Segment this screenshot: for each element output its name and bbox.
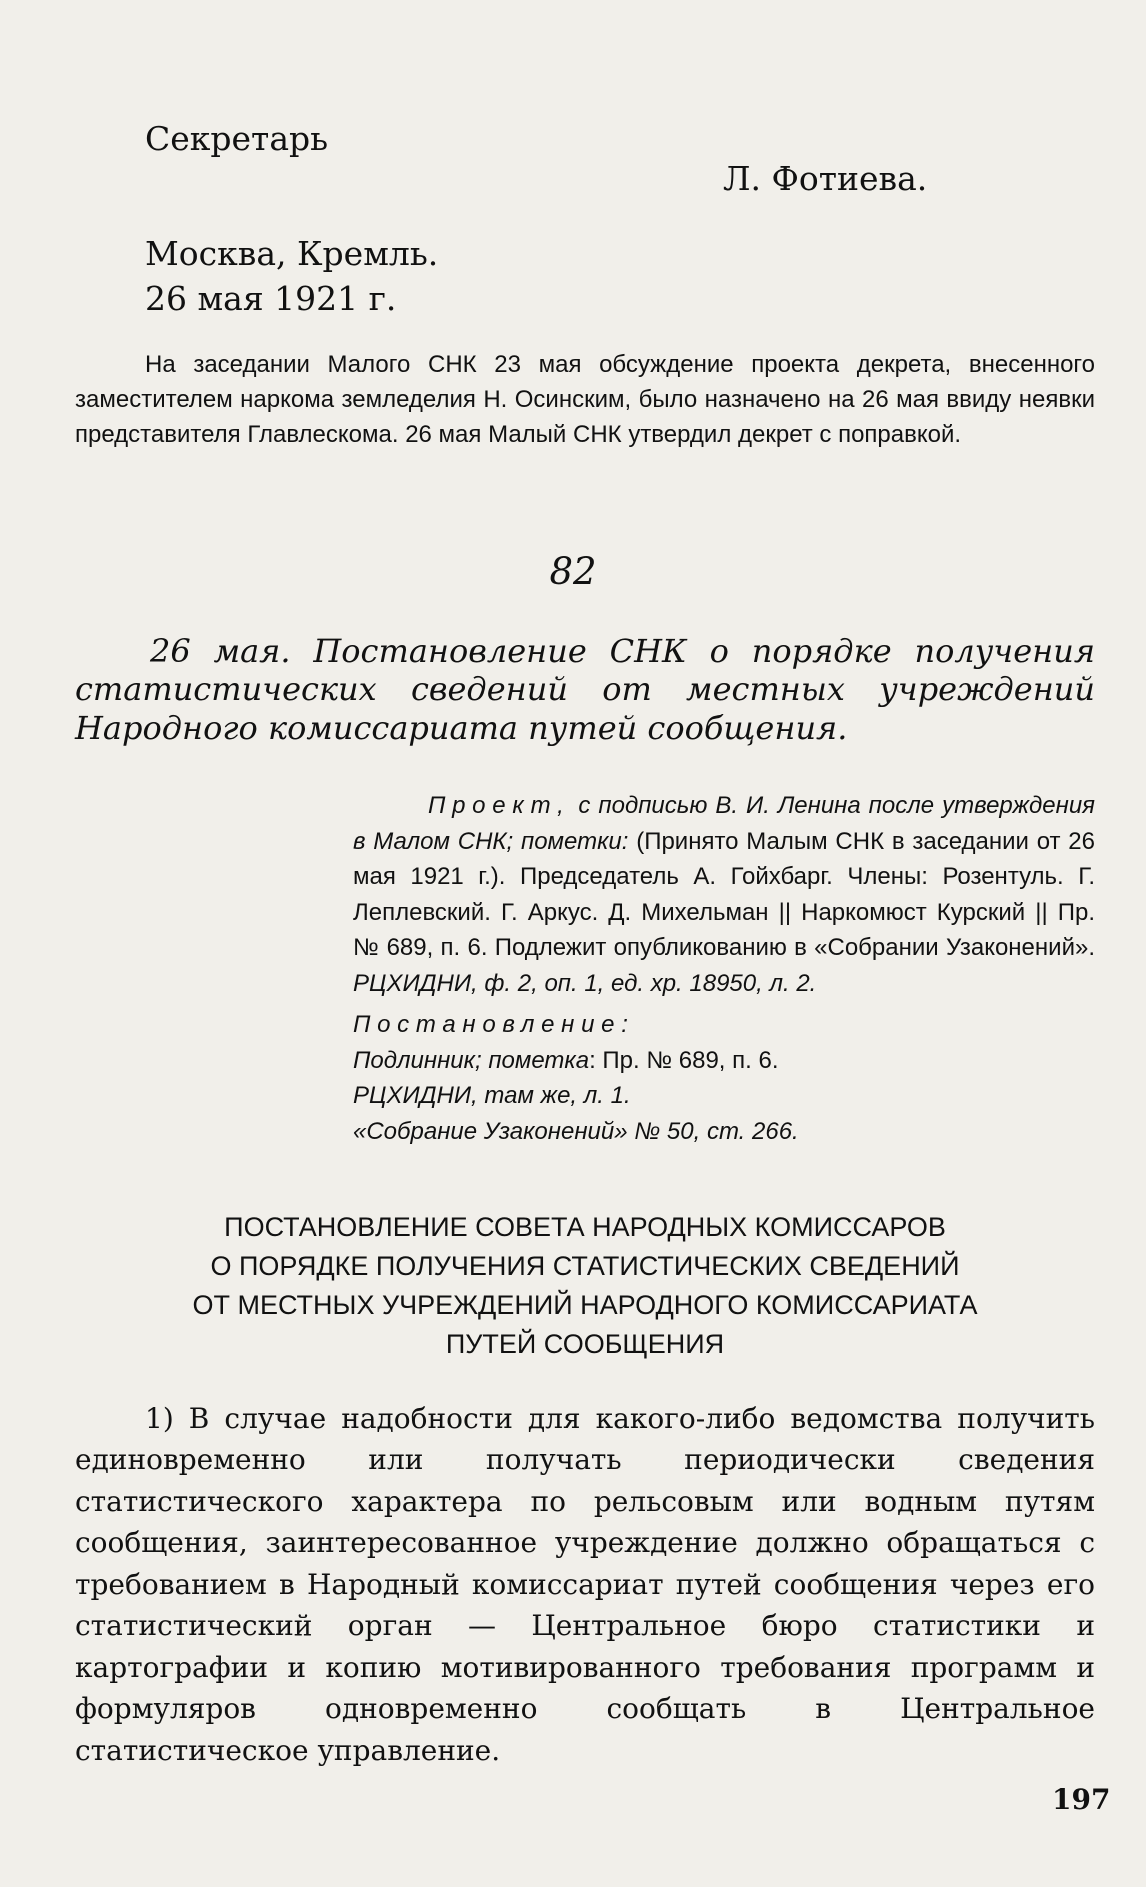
archival-original-desc: Подлинник; пометка xyxy=(353,1046,590,1074)
heading-line-1: ПОСТАНОВЛЕНИЕ СОВЕТА НАРОДНЫХ КОМИССАРОВ xyxy=(224,1212,946,1242)
archival-original-ref: РЦХИДНИ, там же, л. 1. xyxy=(353,1082,631,1110)
signature-name: Л. Фотиева. xyxy=(723,159,928,198)
resolution-heading xyxy=(75,1208,1095,1365)
archival-draft-ref: РЦХИДНИ, ф. 2, оп. 1, ед. хр. 18950, л. 2. xyxy=(353,969,817,997)
signature-role: Секретарь xyxy=(145,119,329,158)
archival-publication-line xyxy=(353,1114,1095,1150)
place: Москва, Кремль. xyxy=(145,234,439,273)
archival-draft-desc: с подписью В. И. Ленина после утверждения в Малом СНК; пометки: xyxy=(353,792,1095,855)
heading-line-4: ПУТЕЙ СООБЩЕНИЯ xyxy=(445,1329,725,1360)
place-date-block xyxy=(145,232,438,321)
date: 26 мая 1921 г. xyxy=(145,278,397,318)
archival-original-marks: : Пр. № 689, п. 6. xyxy=(589,1046,779,1074)
heading-line-2: О ПОРЯДКЕ ПОЛУЧЕНИЯ СТАТИСТИЧЕСКИХ СВЕДЕНИЙ xyxy=(210,1251,960,1282)
archival-publication: «Собрание Узаконений» № 50, ст. 266. xyxy=(353,1117,799,1145)
archival-original-ref-line xyxy=(353,1078,1095,1114)
document-title: 26 мая. Постановление СНК о порядке получения статистических сведений от местных учреждений Народного комиссариата путей сообщения. xyxy=(75,632,1095,747)
archival-draft-note xyxy=(353,788,1095,1001)
editorial-note: На заседании Малого СНК 23 мая обсуждение проекта декрета, внесенного заместителем наркома земледелия Н. Осинским, было назначено на 26 мая ввиду неявки представителя Главлескома. 26 мая Малый СНК утвердил декрет с поправкой. xyxy=(75,351,1095,448)
archival-label-draft: Проект, xyxy=(428,792,571,819)
page-number: 197 xyxy=(1052,1783,1111,1816)
archival-notes xyxy=(353,788,1095,1149)
archival-draft-marks: (Принято Малым СНК в заседании от 26 мая 1921 г.). Председатель А. Гойхбарг. Члены: Розентуль. Г. Леплевский. Г. Аркус. Д. Михельман || Наркомюст Курский || Пр. № 689, п. 6. Подлежит опубликованию в «Собрании Узаконений». xyxy=(353,827,1096,962)
archival-label-resolution-line xyxy=(353,1007,1095,1043)
resolution-paragraph-1: 1) В случае надобности для какого-либо ведомства получить единовременно или получать периодически сведения статистического характера по рельсовым или водным путям сообщения, заинтересованное учреждение должно обращаться с требованием в Народный комиссариат путей сообщения через его статистический орган — Центральное бюро статистики и картографии и копию мотивированного требования программ и формуляров одновременно сообщать в Центральное статистическое управление. xyxy=(75,1402,1095,1767)
archival-label-resolution: Постановление: xyxy=(353,1011,635,1039)
document-number: 82 xyxy=(549,550,597,593)
heading-line-3: ОТ МЕСТНЫХ УЧРЕЖДЕНИЙ НАРОДНОГО КОМИССАРИАТА xyxy=(192,1290,978,1321)
archival-original-note xyxy=(353,1043,1095,1079)
